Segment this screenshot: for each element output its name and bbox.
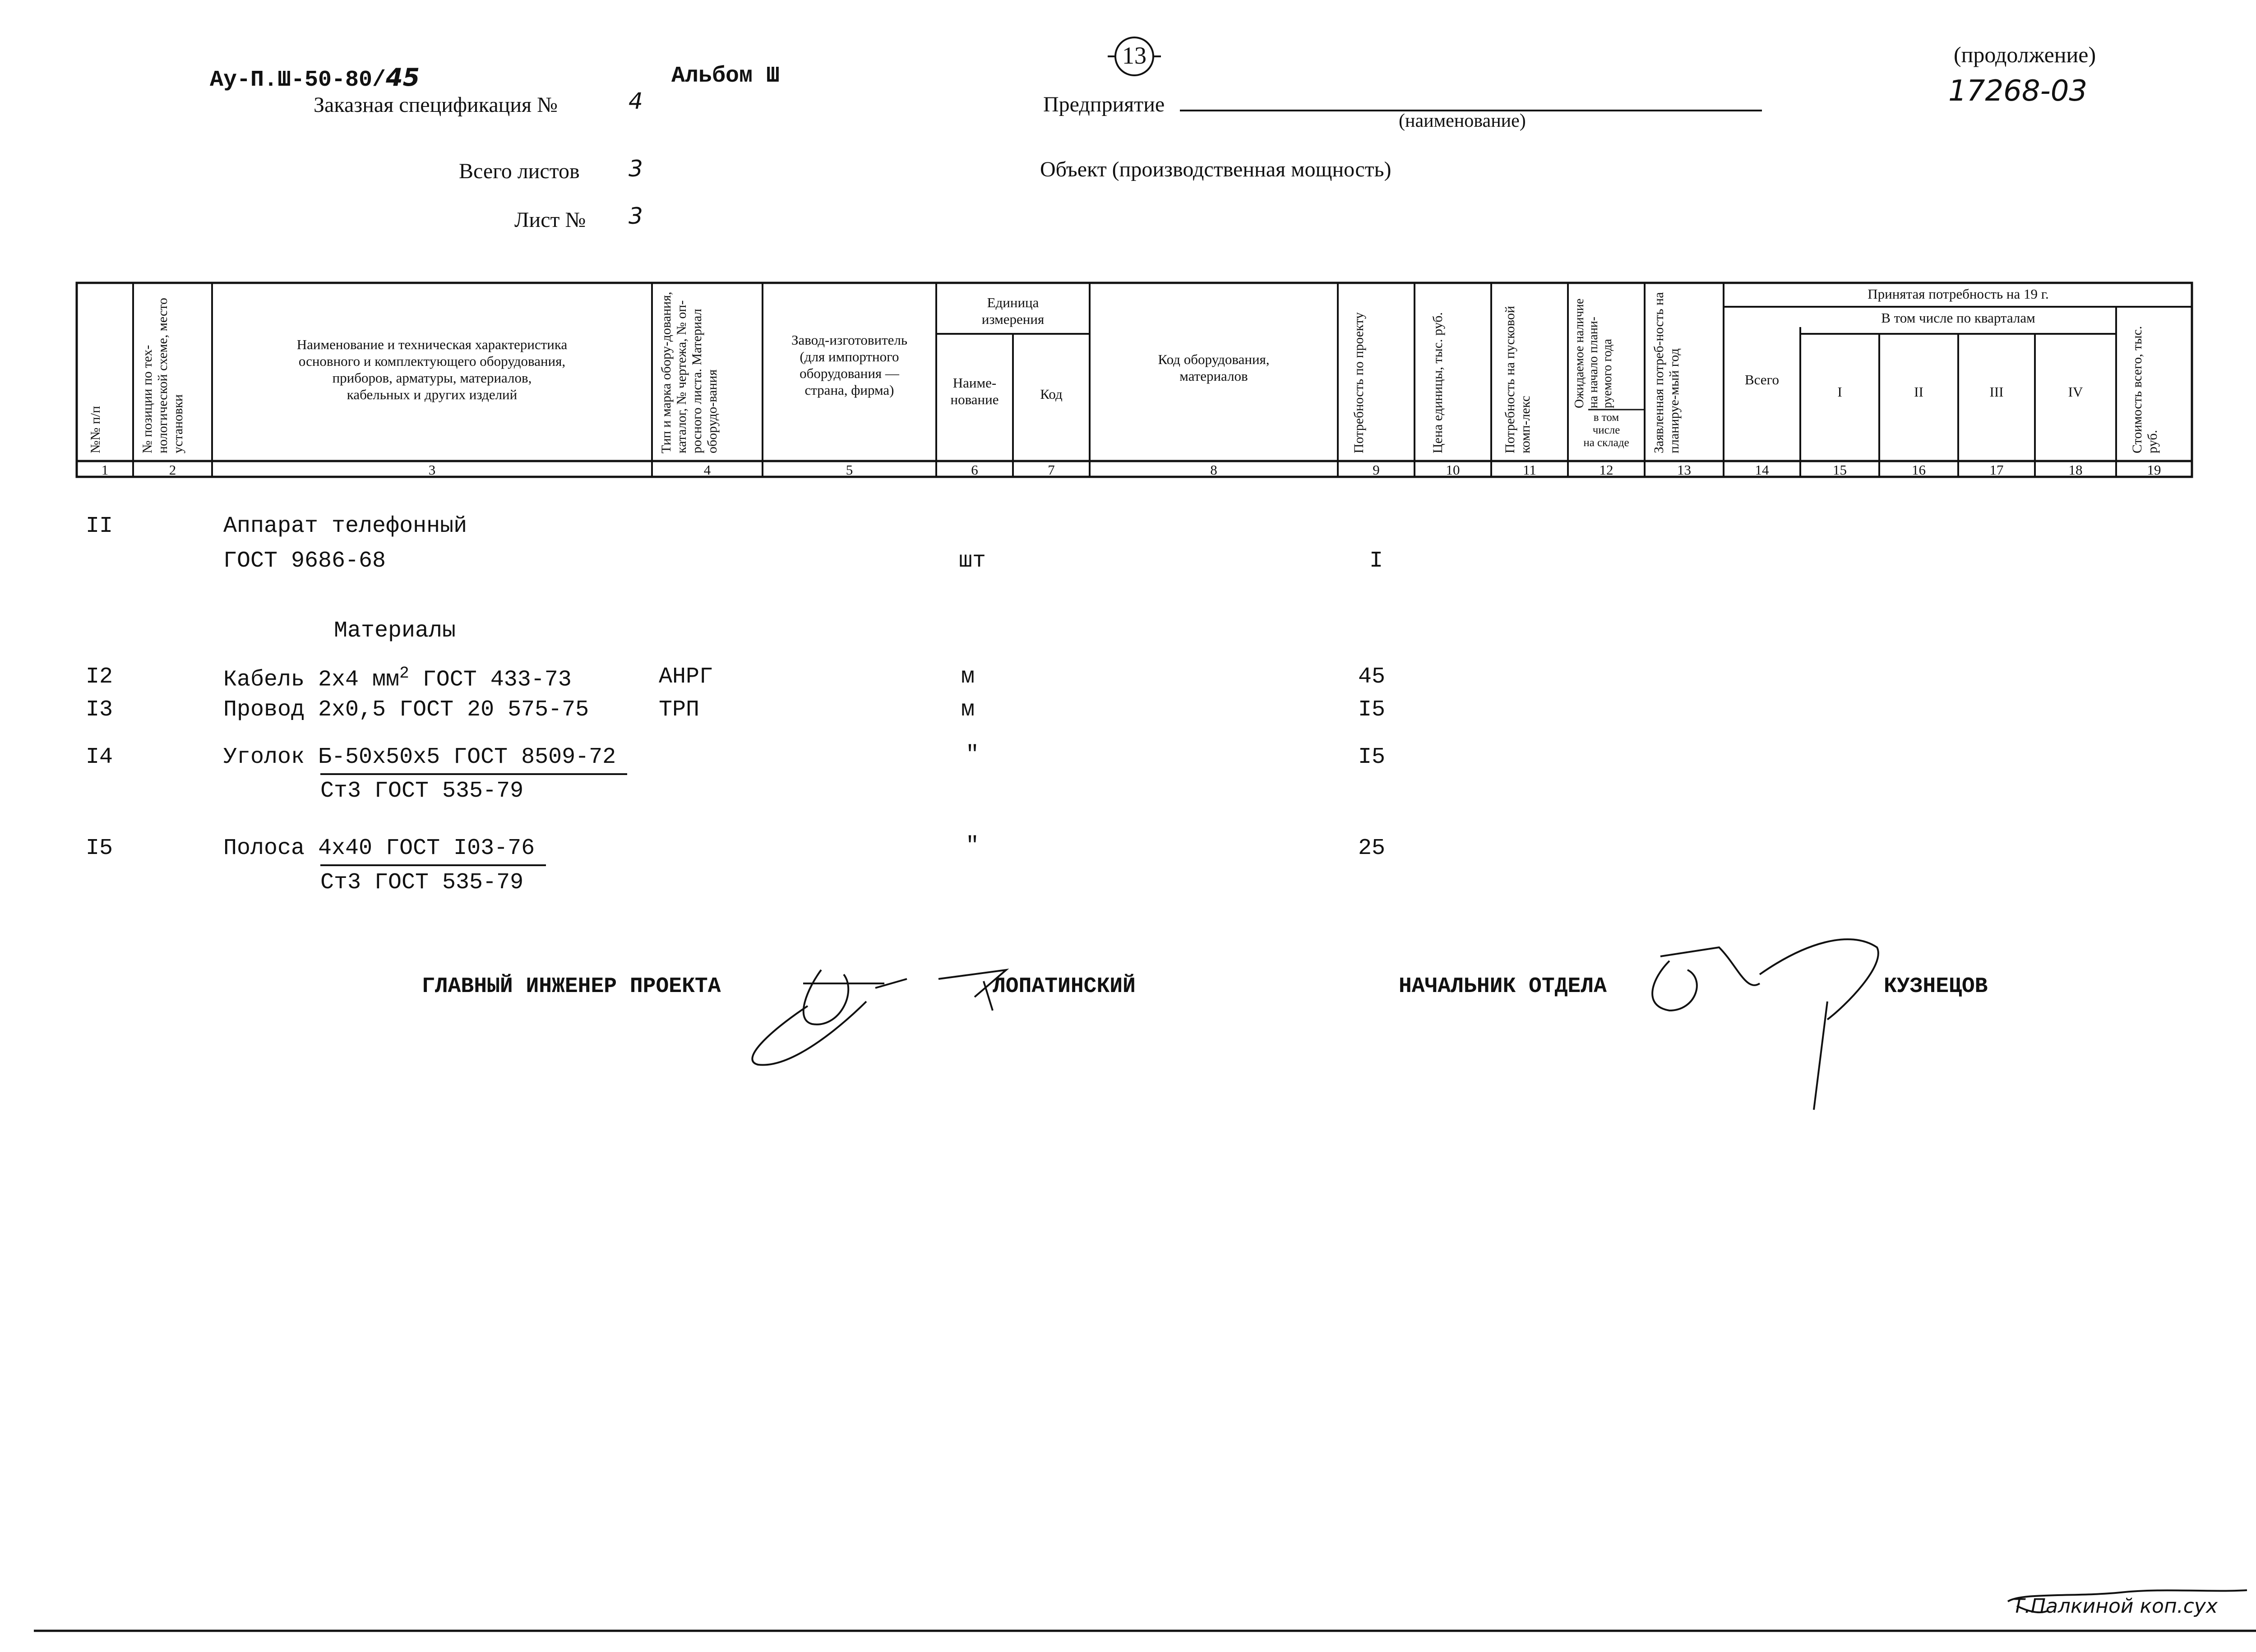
- total-sheets-label: Всего листов: [459, 159, 580, 183]
- row-unit: шт: [959, 548, 986, 574]
- document-number: 17268-03: [1948, 74, 2088, 108]
- column-number: 5: [846, 462, 853, 478]
- column-number: 4: [703, 462, 711, 478]
- column-number: 19: [2147, 462, 2161, 478]
- dept-head-title: НАЧАЛЬНИК ОТДЕЛА: [1399, 974, 1607, 999]
- enterprise-label: Предприятие: [1043, 92, 1165, 116]
- hdr-c2: № позиции по тех-нологической схеме, место установки: [140, 298, 185, 453]
- hdr-c6: Наиме- нование: [950, 375, 999, 407]
- signature-strokes: [752, 939, 2247, 1612]
- hdr-c5: Завод-изготовитель (для импортного оборудования — страна, фирма): [791, 332, 908, 398]
- row-name: Аппарат телефонный: [223, 513, 467, 539]
- row-qty: 25: [1358, 835, 1386, 861]
- row-name: Уголок Б-50х50х5 ГОСТ 8509-72: [223, 744, 616, 770]
- column-number: 7: [1048, 462, 1055, 478]
- column-number: 8: [1210, 462, 1217, 478]
- column-number: 13: [1677, 462, 1691, 478]
- column-number: 10: [1446, 462, 1460, 478]
- row-type: ТРП: [659, 697, 700, 723]
- enterprise-caption: (наименование): [1399, 111, 1526, 131]
- row-pos: I4: [86, 744, 113, 770]
- hdr-q1: I: [1837, 384, 1842, 400]
- hdr-q3: III: [1989, 384, 2004, 400]
- row-pos: I2: [86, 664, 113, 690]
- hdr-c9: Потребность по проекту: [1351, 312, 1366, 453]
- sheet-value: 3: [629, 203, 643, 229]
- row-name: Ст3 ГОСТ 535-79: [320, 870, 524, 895]
- hdr-c13: Заявленная потреб-ность на планируе-мый год: [1651, 292, 1682, 453]
- column-number: 6: [971, 462, 978, 478]
- hdr-c19: Стоимость всего, тыс. руб.: [2130, 326, 2160, 453]
- hdr-accepted: Принятая потребность на 19 г.: [1868, 286, 2049, 302]
- spec-label: Заказная спецификация №: [314, 93, 558, 117]
- column-number: 18: [2068, 462, 2083, 478]
- album-label: Альбом Ш: [671, 63, 780, 89]
- row-unit: ": [966, 833, 980, 859]
- section-heading: Материалы: [334, 618, 456, 644]
- footer-handwritten-note: Т.Палкиной коп.сух: [2012, 1595, 2218, 1618]
- column-number: 11: [1523, 462, 1536, 478]
- document-code: Ау-П.Ш-50-80/45: [210, 63, 420, 93]
- row-pos: II: [86, 513, 113, 539]
- chief-engineer-title: ГЛАВНЫЙ ИНЖЕНЕР ПРОЕКТА: [422, 974, 721, 999]
- row-qty: I5: [1358, 744, 1386, 770]
- hdr-c14: Всего: [1744, 372, 1780, 388]
- column-number: 9: [1373, 462, 1380, 478]
- spec-number: 4: [629, 88, 643, 114]
- hdr-quarters-label: В том числе по кварталам: [1881, 310, 2035, 326]
- column-number: 15: [1833, 462, 1847, 478]
- column-number: 16: [1912, 462, 1926, 478]
- row-unit: м: [961, 697, 975, 723]
- hdr-q4: IV: [2068, 384, 2083, 400]
- column-number: 17: [1989, 462, 2004, 478]
- column-number: 1: [101, 462, 109, 478]
- row-name: Ст3 ГОСТ 535-79: [320, 778, 524, 804]
- row-pos: I5: [86, 835, 113, 861]
- hdr-unit-group: Единица измерения: [981, 295, 1045, 327]
- dept-head-name: КУЗНЕЦОВ: [1884, 974, 1988, 999]
- hdr-c3: Наименование и техническая характеристика основного и комплектующего оборудования, приборов, арматуры, материалов, кабельных и других изделий: [296, 337, 568, 402]
- column-number: 14: [1755, 462, 1769, 478]
- row-qty: I5: [1358, 697, 1386, 723]
- row-unit: ": [966, 742, 980, 768]
- row-qty: I: [1369, 548, 1383, 574]
- row-name: ГОСТ 9686-68: [223, 548, 386, 574]
- hdr-c7: Код: [1040, 386, 1063, 402]
- column-number: 2: [169, 462, 176, 478]
- chief-engineer-name: ЛОПАТИНСКИЙ: [993, 974, 1136, 999]
- hdr-c11: Потребность на пусковой комп-лекс: [1502, 305, 1533, 453]
- hdr-c1: №№ п/п: [88, 406, 103, 453]
- row-name: Провод 2х0,5 ГОСТ 20 575-75: [223, 697, 589, 723]
- page-number: 13: [1122, 42, 1146, 69]
- hdr-c12-bottom: в том числе на складе: [1583, 411, 1629, 449]
- object-label: Объект (производственная мощность): [1040, 157, 1392, 181]
- hdr-c4: Тип и марка обору-дования, каталог, № чертежа, № оп-росного листа. Материал оборудо-вания: [659, 291, 720, 453]
- hdr-c10: Цена единицы, тыс. руб.: [1430, 312, 1445, 453]
- column-number: 3: [428, 462, 436, 478]
- hdr-c8: Код оборудования, материалов: [1158, 351, 1270, 384]
- hdr-q2: II: [1914, 384, 1923, 400]
- hdr-c12-top: Ожидаемое наличие на начало плани-руемого года: [1572, 298, 1614, 408]
- continuation-label: (продолжение): [1954, 42, 2096, 67]
- row-name: Полоса 4х40 ГОСТ I03-76: [223, 835, 535, 861]
- row-name: Кабель 2х4 $мм^2$ ГОСТ 433-73: [223, 664, 572, 693]
- sheet-label: Лист №: [514, 208, 586, 232]
- column-number: 12: [1599, 462, 1613, 478]
- total-sheets-value: 3: [629, 156, 643, 182]
- row-pos: I3: [86, 697, 113, 723]
- row-qty: 45: [1358, 664, 1386, 690]
- row-unit: м: [961, 664, 975, 690]
- row-type: АНРГ: [659, 664, 713, 690]
